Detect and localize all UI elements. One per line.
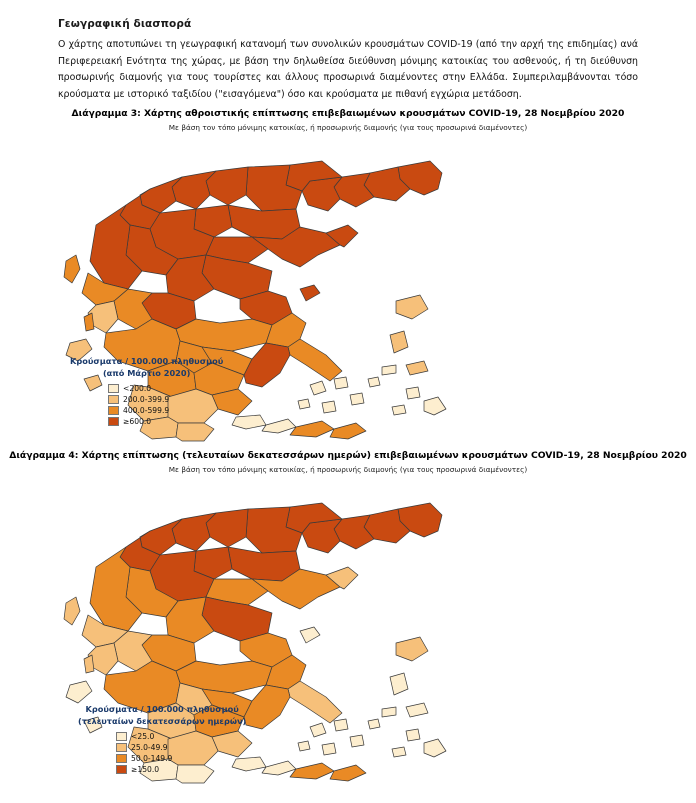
- region-kyklades-6: [368, 377, 380, 387]
- legend-title: Κρούσματα / 100.000 πληθυσμού: [85, 704, 239, 714]
- legend-label-1: <25.0: [131, 731, 155, 741]
- region-evoia-s: [288, 339, 342, 381]
- region-lefkada: [84, 655, 94, 673]
- region-dodekanisa-3: [392, 405, 406, 415]
- region-dodekanisa-2: [424, 739, 446, 757]
- region-lasithi: [330, 765, 366, 781]
- region-lefkada: [84, 313, 94, 331]
- region-rethymno: [262, 761, 296, 775]
- legend-item: [108, 416, 223, 426]
- legend-item: [108, 405, 223, 415]
- legend-item: [108, 394, 223, 404]
- figure-3-legend: [70, 355, 223, 427]
- legend-item: [116, 742, 246, 752]
- page-title: Γεωγραφική διασπορά: [58, 18, 192, 30]
- legend-item: [116, 731, 246, 741]
- figure-3-block: [0, 108, 696, 443]
- legend-label-3: 50.0-149.9: [131, 753, 173, 763]
- figure-4-block: [0, 450, 696, 785]
- region-kyklades-1: [310, 723, 326, 737]
- region-attiki: [244, 685, 290, 729]
- region-chania: [232, 415, 266, 429]
- region-samos: [406, 361, 428, 375]
- region-kyklades-1: [310, 381, 326, 395]
- legend-swatch-4: [116, 765, 127, 774]
- legend-subtitle: (τελευταίων δεκατεσσάρων ημερών): [78, 716, 247, 726]
- legend-swatch-1: [116, 732, 127, 741]
- figure-3-subtitle: Με βάση τον τόπο μόνιμης κατοικίας, ή προσωρινής διαμονής (για τους προσωρινά διαμένοντες): [168, 123, 528, 132]
- figure-4-map: [0, 475, 696, 785]
- legend-swatch-3: [116, 754, 127, 763]
- region-kyklades-5: [298, 399, 310, 409]
- legend-label-2: 25.0-49.9: [131, 742, 168, 752]
- region-kyklades-5: [298, 741, 310, 751]
- region-kerkyra: [64, 255, 80, 283]
- region-irakleio: [290, 421, 334, 437]
- legend-label-4: ≥600.0: [123, 416, 152, 426]
- figure-4-subtitle: Με βάση τον τόπο μόνιμης κατοικίας, ή προσωρινής διαμονής (για τους προσωρινά διαμένοντες): [168, 465, 528, 474]
- region-larissa: [202, 597, 272, 641]
- legend-swatch-2: [116, 743, 127, 752]
- legend-swatch-1: [108, 384, 119, 393]
- region-kyklades-4: [322, 401, 336, 413]
- region-kerkyra: [64, 597, 80, 625]
- region-dodekanisa-3: [392, 747, 406, 757]
- region-rethymno: [262, 419, 296, 433]
- region-evoia-s: [288, 681, 342, 723]
- region-sporades: [300, 285, 320, 301]
- legend-item: [108, 383, 223, 393]
- region-dodekanisa-1: [406, 387, 420, 399]
- figure-3-map: [0, 133, 696, 443]
- legend-items: [116, 731, 246, 774]
- legend-item: [116, 753, 246, 763]
- legend-item: [116, 764, 246, 774]
- figure-4-legend: [78, 703, 246, 775]
- legend-swatch-3: [108, 406, 119, 415]
- region-dodekanisa-1: [406, 729, 420, 741]
- region-kyklades-2: [334, 377, 348, 389]
- legend-swatch-4: [108, 417, 119, 426]
- region-attiki: [244, 343, 290, 387]
- region-lesvos: [396, 637, 428, 661]
- region-kyklades-6: [368, 719, 380, 729]
- legend-label-4: ≥150.0: [131, 764, 160, 774]
- region-lesvos: [396, 295, 428, 319]
- legend-label-2: 200.0-399.9: [123, 394, 170, 404]
- figure-4-title: Διάγραμμα 4: Χάρτης επίπτωσης (τελευταίων δεκατεσσάρων ημερών) επιβεβαιωμένων κρουσμάτων COVID-19, 28 Νοεμβρίου 2020: [9, 450, 687, 461]
- region-kyklades-3: [350, 393, 364, 405]
- legend-label-3: 400.0-599.9: [123, 405, 170, 415]
- region-larissa: [202, 255, 272, 299]
- region-lasithi: [330, 423, 366, 439]
- region-kyklades-4: [322, 743, 336, 755]
- figure-3-title: Διάγραμμα 3: Χάρτης αθροιστικής επίπτωσης επιβεβαιωμένων κρουσμάτων COVID-19, 28 Νοεμβρίου 2020: [71, 108, 625, 119]
- region-dodekanisa-2: [424, 397, 446, 415]
- region-chios: [390, 673, 408, 695]
- region-ikaria: [382, 365, 396, 375]
- region-kefalonia: [66, 681, 92, 703]
- intro-paragraph: [58, 37, 638, 103]
- region-ikaria: [382, 707, 396, 717]
- legend-subtitle: (από Μάρτιο 2020): [102, 368, 191, 378]
- region-kyklades-3: [350, 735, 364, 747]
- legend-items: [108, 383, 223, 426]
- legend-title: Κρούσματα / 100.000 πληθυσμού: [70, 356, 224, 366]
- region-samos: [406, 703, 428, 717]
- legend-swatch-2: [108, 395, 119, 404]
- region-chios: [390, 331, 408, 353]
- region-irakleio: [290, 763, 334, 779]
- intro-paragraph-text: Ο χάρτης αποτυπώνει τη γεωγραφική κατανομή των συνολικών κρουσμάτων COVID-19 (από την αρχή της επιδημίας) ανά Περιφερειακή Ενότητα της χώρας, με βάση την δηλωθείσα διεύθυνση μόνιμης κατοικίας του ασθενούς, ή τη διεύθυνση προσωρινής διαμονής για τους τουρίστες και άλλους προσωρινά διαμένοντες στην Ελλάδα. Συμπεριλαμβάνονται τόσο κρούσματα με ιστορικό ταξιδίου ("εισαγόμενα") όσο και κρούσματα με πιθανή εγχώρια μετάδοση.: [58, 39, 638, 100]
- region-kyklades-2: [334, 719, 348, 731]
- legend-label-1: <200.0: [123, 383, 152, 393]
- region-sporades: [300, 627, 320, 643]
